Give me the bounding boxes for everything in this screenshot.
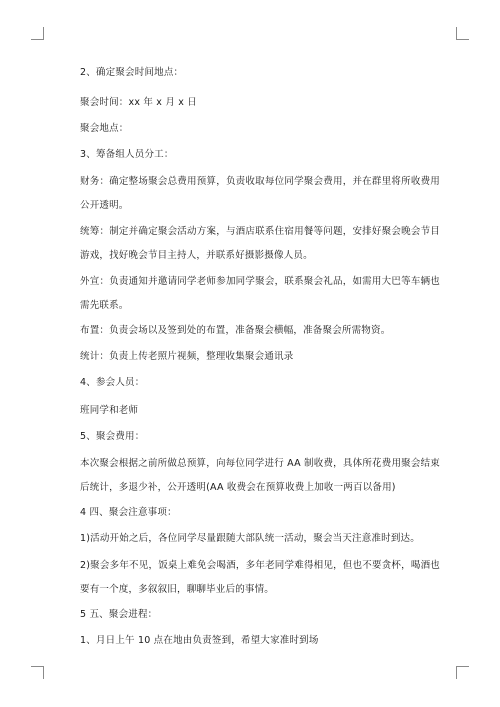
page-corner-mark-top-left: [31, 27, 44, 40]
section-heading-costs: 5、聚会费用：: [80, 431, 145, 442]
meeting-time-line: 聚会时间：xx 年 x 月 x 日: [80, 97, 197, 108]
note-item-2: 2)聚会多年不见，饭桌上难免会喝酒，多年老同学难得相见，但也不要贪杯，喝酒也要有一个度，多叙叙旧，聊聊毕业后的事情。: [80, 560, 440, 595]
section-heading-notes: 4 四、聚会注意事项：: [80, 507, 177, 518]
publicity-paragraph: 外宣：负责通知并邀请同学老师参加同学聚会，联系聚会礼品，如需用大巴等车辆也需先联系。: [80, 276, 440, 311]
page-corner-mark-bottom-right: [456, 666, 469, 679]
note-item-1: 1)活动开始之后，各位同学尽量跟随大部队统一活动，聚会当天注意准时到达。: [80, 533, 420, 544]
page-corner-mark-bottom-left: [31, 666, 44, 679]
page-corner-mark-top-right: [456, 27, 469, 40]
section-heading-agenda: 5 五、聚会进程：: [80, 609, 158, 620]
finance-paragraph: 财务：确定整场聚会总费用预算，负责收取每位同学聚会费用，并在群里将所收费用公开透明。: [80, 176, 440, 211]
agenda-item-1: 1、月日上午 10 点在地由负责签到，希望大家准时到场: [80, 635, 319, 646]
statistics-line: 统计：负责上传老照片视频，整理收集聚会通讯录: [80, 351, 294, 362]
section-heading-staff: 3、筹备组人员分工：: [80, 149, 174, 160]
coordination-paragraph: 统筹：制定并确定聚会活动方案，与酒店联系住宿用餐等问题，安排好聚会晚会节目游戏，找好晚会节目主持人，并联系好摄影摄像人员。: [80, 226, 440, 261]
setup-line: 布置：负责会场以及签到处的布置，准备聚会横幅，准备聚会所需物资。: [80, 325, 391, 336]
section-heading-attendees: 4、参会人员：: [80, 377, 145, 388]
costs-paragraph: 本次聚会根据之前所做总预算，向每位同学进行 AA 制收费，具体所花费用聚会结束后统计，多退少补，公开透明(AA 收费会在预算收费上加收一两百以备用): [80, 458, 440, 493]
section-heading-time-place: 2、确定聚会时间地点：: [80, 67, 184, 78]
meeting-place-line: 聚会地点：: [80, 123, 129, 134]
attendees-line: 班同学和老师: [80, 405, 139, 416]
